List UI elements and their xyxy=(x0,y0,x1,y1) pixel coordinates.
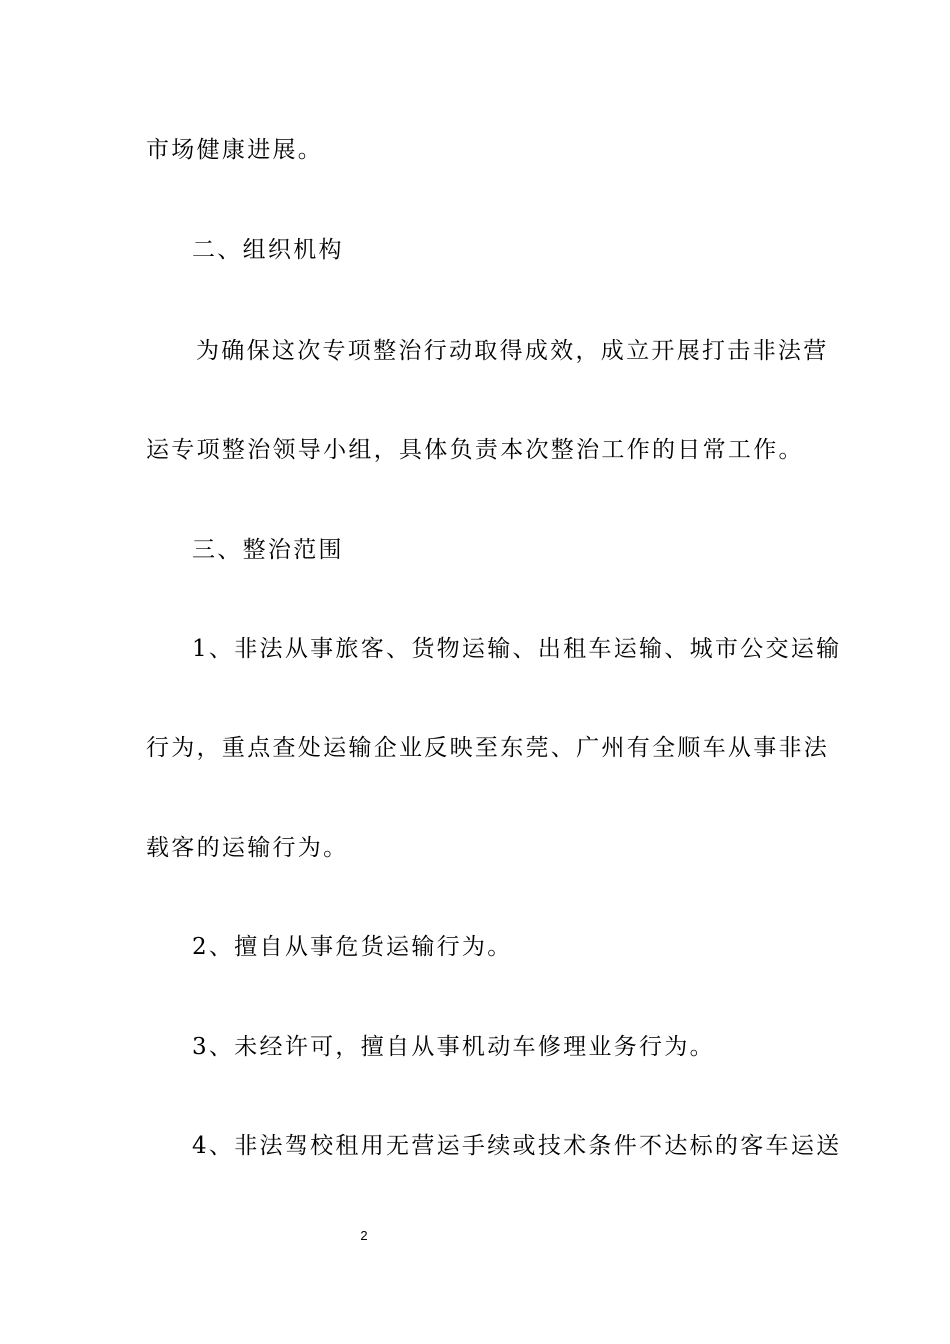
list-item-line: 载客的运输行为。 xyxy=(146,835,349,861)
paragraph-continuation-line: 市场健康进展。 xyxy=(146,137,324,163)
list-item-line: 3、未经许可，擅自从事机动车修理业务行为。 xyxy=(192,1034,715,1060)
section-heading-organization: 二、组织机构 xyxy=(192,237,344,263)
list-item-line: 行为，重点查处运输企业反映至东莞、广州有全顺车从事非法 xyxy=(146,735,830,761)
list-item-line: 2、擅自从事危货运输行为。 xyxy=(192,934,513,960)
paragraph-line: 运专项整治领导小组，具体负责本次整治工作的日常工作。 xyxy=(146,437,804,463)
paragraph-line: 为确保这次专项整治行动取得成效，成立开展打击非法营 xyxy=(196,338,829,364)
list-item-line: 4、非法驾校租用无营运手续或技术条件不达标的客车运送 xyxy=(192,1133,842,1159)
list-item-line: 1、非法从事旅客、货物运输、出租车运输、城市公交运输 xyxy=(192,636,842,662)
section-heading-scope: 三、整治范围 xyxy=(192,537,344,563)
page-number: 2 xyxy=(360,1228,368,1243)
